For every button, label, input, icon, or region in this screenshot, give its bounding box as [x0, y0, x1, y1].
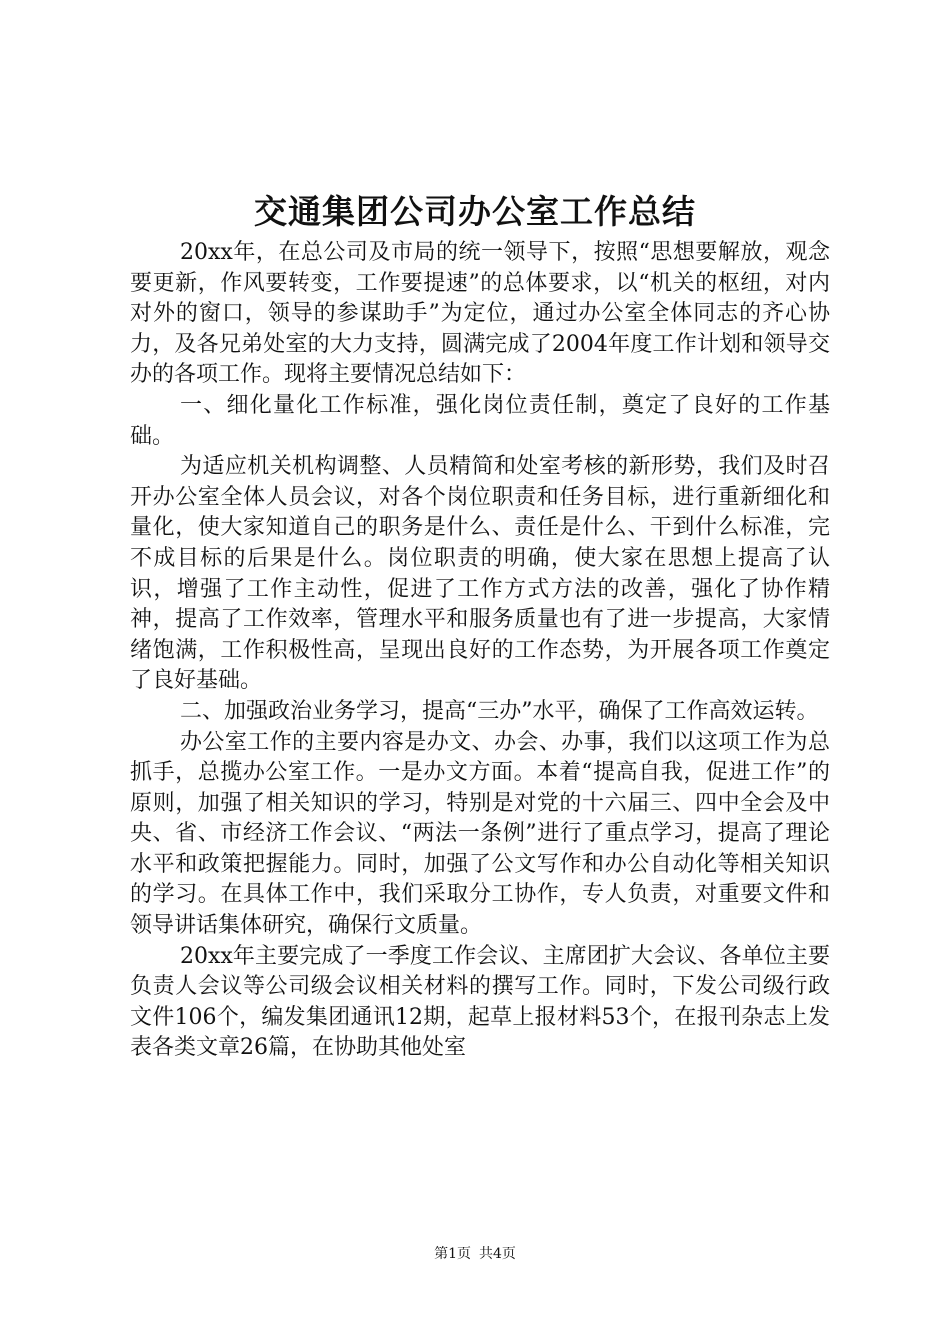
page-footer	[0, 1243, 950, 1263]
section-heading-1: 一、细化量化工作标准，强化岗位责任制，奠定了良好的工作基础。	[130, 392, 830, 449]
document-body	[130, 238, 830, 1064]
section-heading-2: 二、加强政治业务学习，提高“三办”水平，确保了工作高效运转。	[180, 698, 819, 724]
paragraph-intro: 20xx年，在总公司及市局的统一领导下，按照“思想要解放，观念要更新，作风要转变，工作要提速”的总体要求，以“机关的枢纽，对内对外的窗口，领导的参谋助手”为定位，通过办公室全体同志的齐心协力，及各兄弟处室的大力支持，圆满完成了2004年度工作计划和领导交办的各项工作。现将主要情况总结如下：	[130, 240, 830, 388]
document-title: 交通集团公司办公室工作总结	[254, 192, 696, 231]
page-total: 共4页	[479, 1246, 516, 1262]
page-number: 第1页	[434, 1246, 471, 1262]
paragraph-section-2-continued: 20xx年主要完成了一季度工作会议、主席团扩大会议、各单位主要负责人会议等公司级会议相关材料的撰写工作。同时，下发公司级行政文件106个，编发集团通讯12期，起草上报材料53个，在报刊杂志上发表各类文章26篇，在协助其他处室	[130, 943, 830, 1061]
paragraph-section-1: 为适应机关机构调整、人员精简和处室考核的新形势，我们及时召开办公室全体人员会议，对各个岗位职责和任务目标，进行重新细化和量化，使大家知道自己的职务是什么、责任是什么、干到什么标准，完不成目标的后果是什么。岗位职责的明确，使大家在思想上提高了认识，增强了工作主动性，促进了工作方式方法的改善，强化了协作精神，提高了工作效率，管理水平和服务质量也有了进一步提高，大家情绪饱满，工作积极性高，呈现出良好的工作态势，为开展各项工作奠定了良好基础。	[130, 454, 830, 694]
paragraph-section-2: 办公室工作的主要内容是办文、办会、办事，我们以这项工作为总抓手，总揽办公室工作。一是办文方面。本着“提高自我，促进工作”的原则，加强了相关知识的学习，特别是对党的十六届三、四中全会及中央、省、市经济工作会议、“两法一条例”进行了重点学习，提高了理论水平和政策把握能力。同时，加强了公文写作和办公自动化等相关知识的学习。在具体工作中，我们采取分工协作，专人负责，对重要文件和领导讲话集体研究，确保行文质量。	[130, 729, 830, 939]
